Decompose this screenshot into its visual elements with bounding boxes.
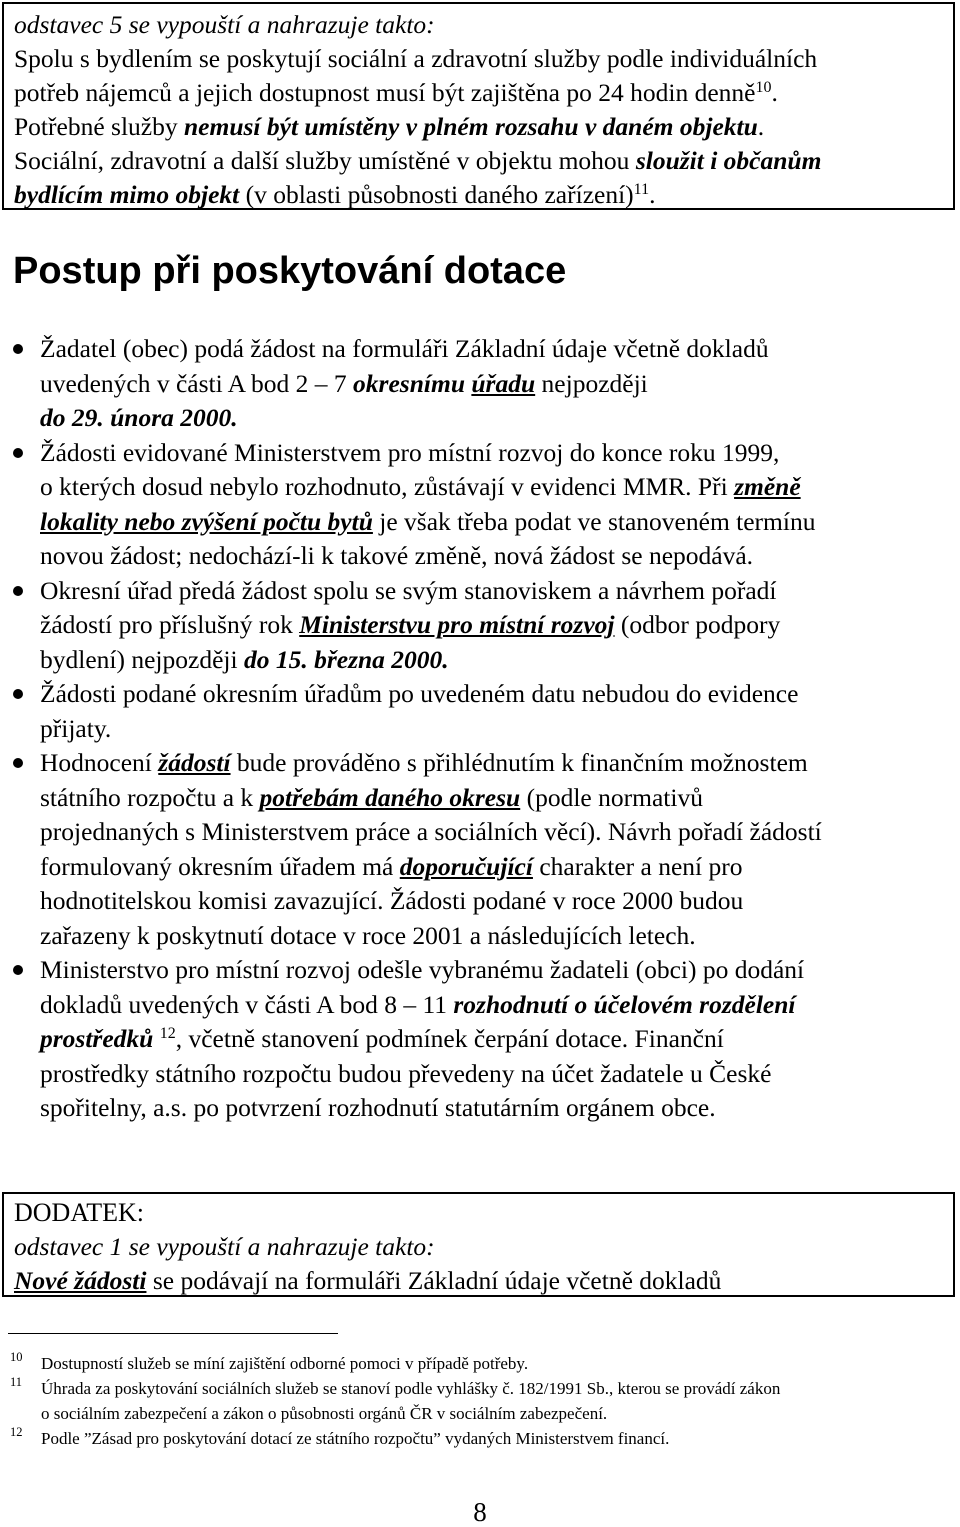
amendment-line: Spolu s bydlením se poskytují sociální a zdravotní služby podle individuálních xyxy=(14,44,818,73)
bullet-icon xyxy=(13,448,23,458)
bullet-icon xyxy=(13,758,23,768)
footnote-ref-11[interactable]: 11 xyxy=(633,181,650,198)
footnote-ref-10[interactable]: 10 xyxy=(755,79,772,96)
amendment-line: Sociální, zdravotní a další služby umístěné v objektu mohou sloužit i občanům xyxy=(14,146,822,175)
bullet-icon xyxy=(13,965,23,975)
amendment-box xyxy=(2,2,955,210)
list-item: Žádosti podané okresním úřadům po uvedeném datu nebudou do evidence přijaty. xyxy=(0,677,950,746)
amendment-intro: odstavec 5 se vypouští a nahrazuje takto: xyxy=(14,10,435,39)
amendment-line: Potřebné služby nemusí být umístěny v plném rozsahu v daném objektu. xyxy=(14,112,765,141)
addendum-title: DODATEK: xyxy=(14,1198,144,1227)
page-number: 8 xyxy=(473,1497,487,1527)
list-item: Žadatel (obec) podá žádost na formuláři Základní údaje včetně dokladů uvedených v části A bod 2 – 7 okresnímu úřadu nejpozději do 29. února 2000. xyxy=(0,332,950,436)
footnote-separator xyxy=(8,1333,338,1334)
amendment-line: potřeb nájemců a jejich dostupnost musí být zajištěna po 24 hodin denně$^{10}$. xyxy=(14,78,778,107)
procedure-list xyxy=(0,332,950,1126)
list-item: Okresní úřad předá žádost spolu se svým stanoviskem a návrhem pořadí žádostí pro příslušný rok Ministerstvu pro místní rozvoj (odbor podpory bydlení) nejpozději do 15. března 2000. xyxy=(0,574,950,678)
bullet-icon xyxy=(13,586,23,596)
bullet-icon xyxy=(13,344,23,354)
bullet-icon xyxy=(13,689,23,699)
addendum-intro: odstavec 1 se vypouští a nahrazuje takto: xyxy=(14,1232,435,1261)
addendum-box xyxy=(2,1192,955,1297)
addendum-line: Nové žádosti se podávají na formuláři Základní údaje včetně dokladů xyxy=(14,1266,722,1295)
list-item: Ministerstvo pro místní rozvoj odešle vybranému žadateli (obci) po dodání dokladů uvedených v části A bod 8 – 11 rozhodnutí o účelovém rozdělení prostředků $^{12}$, včetně stanovení podmínek čerpání dotace. Finanční prostředky státního rozpočtu budou převedeny na účet žadatele u České spořitelny, a.s. po potvrzení rozhodnutí statutárním orgánem obce. xyxy=(0,953,950,1126)
list-item: Hodnocení žádostí bude prováděno s přihlédnutím k finančním možnostem státního rozpočtu a k potřebám daného okresu (podle normativů projednaných s Ministerstvem práce a sociálních věcí). Návrh pořadí žádostí formulovaný okresním úřadem má doporučující charakter a není pro hodnotitelskou komisi zavazující. Žádosti podané v roce 2000 budou zařazeny k poskytnutí dotace v roce 2001 a následujících letech. xyxy=(0,746,950,953)
footnote-ref-12[interactable]: 12 xyxy=(159,1025,176,1042)
list-item: Žádosti evidované Ministerstvem pro místní rozvoj do konce roku 1999, o kterých dosud nebylo rozhodnuto, zůstávají v evidenci MMR. Při změně lokality nebo zvýšení počtu bytů je však třeba podat ve stanoveném termínu novou žádost; nedochází-li k takové změně, nová žádost se nepodává. xyxy=(0,436,950,574)
section-heading: Postup při poskytování dotace xyxy=(13,250,567,292)
amendment-line: bydlícím mimo objekt (v oblasti působnosti daného zařízení)$^{11}$. xyxy=(14,180,656,209)
